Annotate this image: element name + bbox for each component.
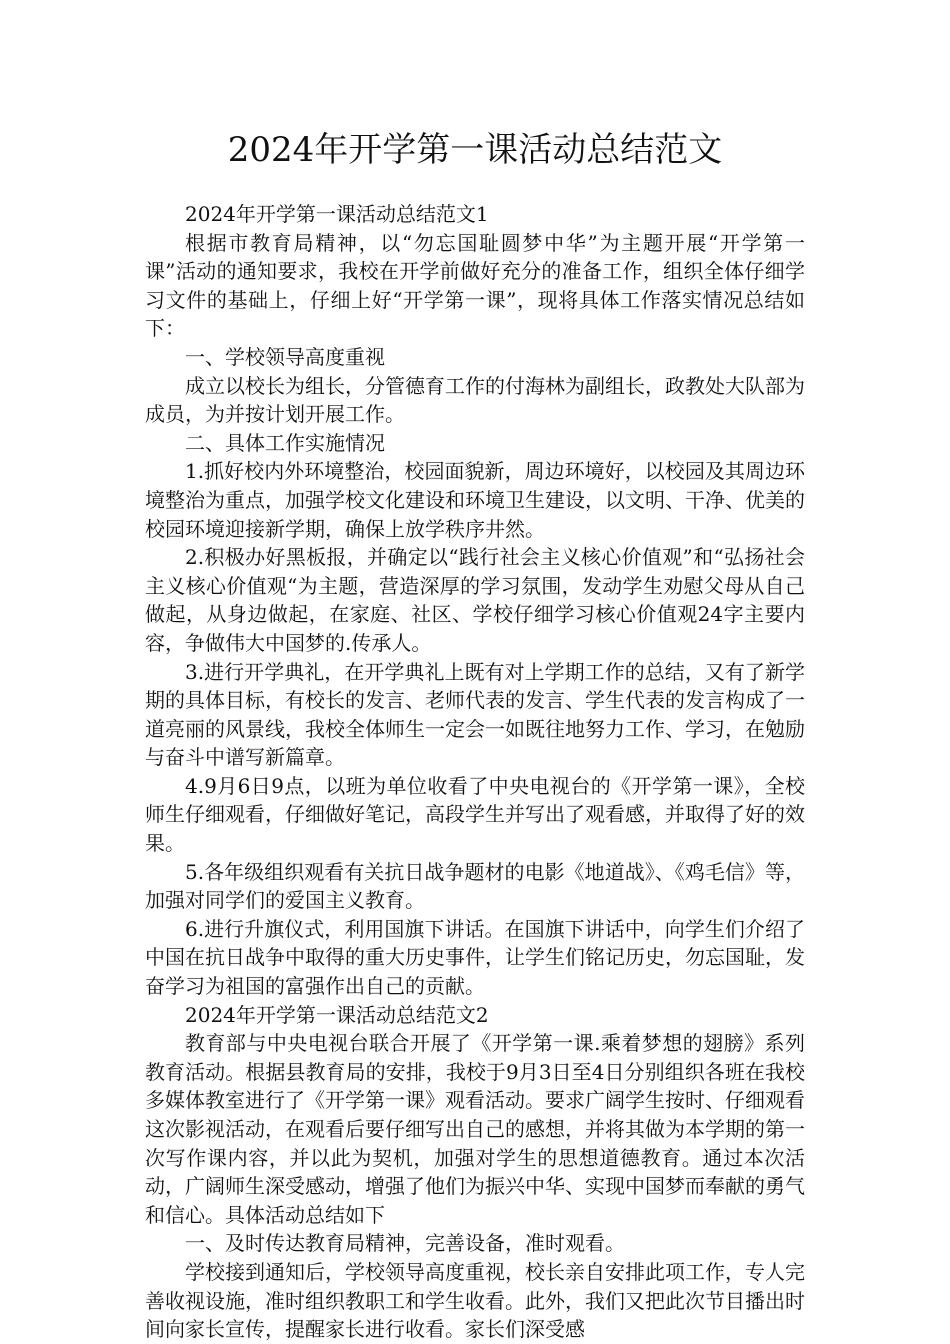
body-paragraph: 根据市教育局精神，以“勿忘国耻圆梦中华”为主题开展“开学第一课”活动的通知要求，我校在开学前做好充分的准备工作，组织全体仔细学习文件的基础上，仔细上好“开学第一课”，现将具体工作落实情况总结如下： [145, 230, 805, 341]
body-paragraph: 5.各年级组织观看有关抗日战争题材的电影《地道战》、《鸡毛信》等，加强对同学们的爱国主义教育。 [145, 859, 805, 913]
body-paragraph: 1.抓好校内外环境整治，校园面貌新，周边环境好，以校园及其周边环境整治为重点，加强学校文化建设和环境卫生建设，以文明、干净、优美的校园环境迎接新学期，确保上放学秩序井然。 [145, 459, 805, 541]
section-heading-1: 2024年开学第一课活动总结范文1 [185, 202, 489, 226]
subsection-heading: 一、学校领导高度重视 [185, 344, 385, 369]
subsection-heading: 二、具体工作实施情况 [185, 430, 385, 455]
body-paragraph: 成立以校长为组长，分管德育工作的付海林为副组长，政教处大队部为成员，为并按计划开展工作。 [145, 373, 805, 427]
body-paragraph: 6.进行升旗仪式，利用国旗下讲话。在国旗下讲话中，向学生们介绍了中国在抗日战争中取得的重大历史事件，让学生们铭记历史，勿忘国耻，发奋学习为祖国的富强作出自己的贡献。 [145, 916, 805, 999]
document-body [145, 200, 805, 1344]
body-paragraph: 4.9月6日9点，以班为单位收看了中央电视台的《开学第一课》，全校师生仔细观看，仔细做好笔记，高段学生并写出了观看感，并取得了好的效果。 [145, 773, 805, 856]
body-paragraph: 学校接到通知后，学校领导高度重视，校长亲自安排此项工作，专人完善收视设施，准时组织教职工和学生收看。此外，我们又把此次节目播出时间向家长宣传，提醒家长进行收看。家长们深受感 [145, 1259, 805, 1342]
body-paragraph: 2.积极办好黑板报，并确定以“践行社会主义核心价值观”和“弘扬社会主义核心价值观“为主题，营造深厚的学习氛围，发动学生劝慰父母从自己做起，从身边做起，在家庭、社区、学校仔细学习核心价值观24字主要内容，争做伟大中国梦的.传承人。 [145, 545, 805, 655]
section-heading-2: 2024年开学第一课活动总结范文2 [185, 1002, 489, 1027]
subsection-heading: 一、及时传达教育局精神，完善设备，准时观看。 [185, 1231, 625, 1256]
document-title: 2024年开学第一课活动总结范文 [227, 130, 723, 170]
body-paragraph: 教育部与中央电视台联合开展了《开学第一课.乘着梦想的翅膀》系列教育活动。根据县教育局的安排，我校于9月3日至4日分别组织各班在我校多媒体教室进行了《开学第一课》观看活动。要求广阔学生按时、仔细观看这次影视活动，在观看后要仔细写出自己的感想，并将其做为本学期的第一次写作课内容，并以此为契机，加强对学生的思想道德教育。通过本次活动，广阔师生深受感动，增强了他们为振兴中华、实现中国梦而奉献的勇气和信心。具体活动总结如下 [145, 1031, 805, 1227]
body-paragraph: 3.进行开学典礼，在开学典礼上既有对上学期工作的总结，又有了新学期的具体目标，有校长的发言、老师代表的发言、学生代表的发言构成了一道亮丽的风景线，我校全体师生一定会一如既往地努力工作、学习，在勉励与奋斗中谱写新篇章。 [145, 659, 805, 770]
